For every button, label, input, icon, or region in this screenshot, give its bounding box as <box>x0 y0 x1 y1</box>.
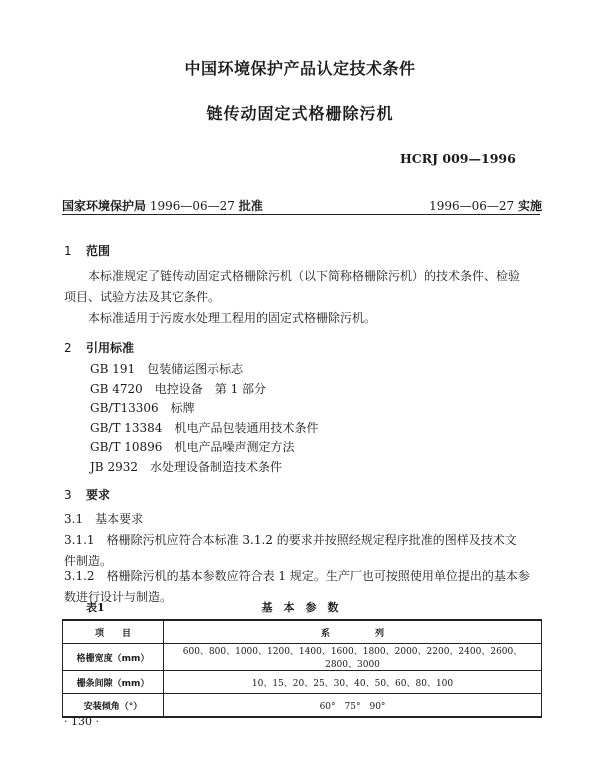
standard-code: HCRJ 009—1996 <box>400 151 516 166</box>
clause-3-1-number: 3.1 <box>64 512 84 526</box>
table-cell-values: 60° 75° 90° <box>164 694 542 718</box>
clause-3-1-2-number: 3.1.2 <box>64 569 95 583</box>
reference-item: GB/T 13384 机电产品包装通用技术条件 <box>90 420 319 435</box>
section-1-number: 1 <box>64 244 72 258</box>
page-number: · 130 · <box>64 715 99 728</box>
table-header-item: 项 目 <box>63 620 164 644</box>
clause-3-1-title: 基本要求 <box>95 512 144 526</box>
reference-item: GB 191 包装储运图示标志 <box>90 362 244 376</box>
section-1-p2-text: 本标准适用于污废水处理工程用的固定式格栅除污机。 <box>88 311 377 325</box>
table-1-label: 表1 <box>86 601 105 614</box>
implementation-date: 1996—06—27 <box>429 199 515 213</box>
reference-list <box>90 360 318 477</box>
table-row <box>63 694 542 718</box>
table-cell-item: 格栅宽度（mm） <box>63 644 164 671</box>
section-1-paragraph-1 <box>64 266 542 308</box>
section-1-heading <box>64 242 110 259</box>
document-title: 链传动固定式格栅除污机 <box>206 104 394 123</box>
clause-3-1-1-line2: 件制造。 <box>64 554 113 568</box>
section-1-p1-line1: 本标准规定了链传动固定式格栅除污机（以下简称格栅除污机）的技术条件、检验 <box>88 269 521 283</box>
clause-3-1-heading <box>64 509 542 530</box>
section-3-title: 要求 <box>86 488 111 502</box>
section-3-number: 3 <box>64 488 72 502</box>
clause-3-1-1-line1: 格栅除污机应符合本标准 3.1.2 的要求并按照经规定程序批准的图样及技术文 <box>106 533 517 547</box>
section-1-paragraph-2 <box>64 308 542 329</box>
reference-item: JB 2932 水处理设备制造技术条件 <box>90 459 283 474</box>
implementation-line <box>429 197 542 214</box>
table-row <box>63 644 542 671</box>
table-header-series: 系 列 <box>164 620 542 644</box>
section-2-number: 2 <box>64 341 72 355</box>
section-1-title: 范围 <box>86 244 111 258</box>
header-divider <box>62 214 540 215</box>
approval-label: 批准 <box>238 199 263 213</box>
table-1-title: 基 本 参 数 <box>261 601 339 614</box>
table-cell-item: 安装倾角（°） <box>63 694 164 718</box>
clause-3-1-1-number: 3.1.1 <box>64 533 95 547</box>
section-2-heading <box>64 339 134 356</box>
approving-organization: 国家环境保护局 <box>62 199 147 213</box>
table-cell-values: 10、15、20、25、30、40、50、60、80、100 <box>164 671 542 694</box>
reference-item: GB/T13306 标牌 <box>90 401 195 415</box>
section-1-p1-line2: 项目、试验方法及其它条件。 <box>64 290 221 304</box>
table-cell-values: 600、800、1000、1200、1400、1600、1800、2000、2200、2400、2600、2800、3000 <box>164 644 542 671</box>
series-title: 中国环境保护产品认定技术条件 <box>184 59 416 78</box>
table-row <box>63 671 542 694</box>
implementation-label: 实施 <box>517 199 542 213</box>
approval-line <box>62 197 263 214</box>
basic-parameters-table <box>62 619 542 718</box>
table-header-row <box>63 620 542 644</box>
reference-item: GB/T 10896 机电产品噪声测定方法 <box>90 440 295 454</box>
clause-3-1-2-line2: 数进行设计与制造。 <box>64 590 173 604</box>
reference-item: GB 4720 电控设备 第 1 部分 <box>90 381 267 396</box>
section-3-heading <box>64 486 110 503</box>
section-2-title: 引用标准 <box>86 341 135 355</box>
table-cell-item: 栅条间隙（mm） <box>63 671 164 694</box>
clause-3-1-2-line1: 格栅除污机的基本参数应符合表 1 规定。生产厂也可按照使用单位提出的基本参 <box>106 569 530 583</box>
approval-date: 1996—06—27 <box>149 199 235 213</box>
